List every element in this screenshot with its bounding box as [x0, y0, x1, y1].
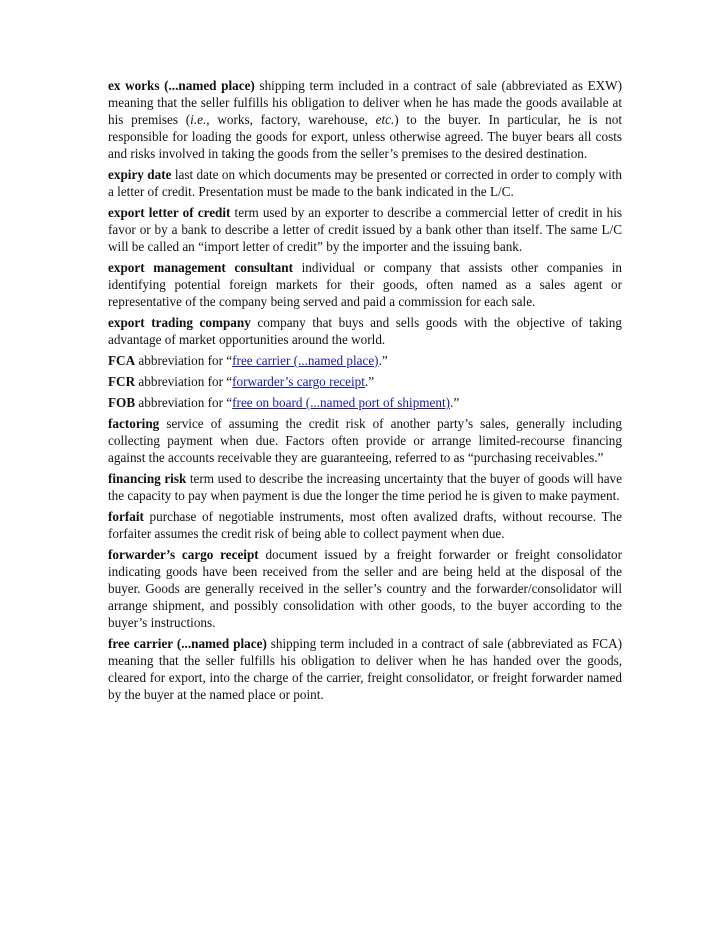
glossary-term: FCR — [108, 374, 136, 389]
definition-text: term used to describe the increasing uncertainty that the buyer of goods will have the capacity to pay when payment is due the longer the time period he is given to make payment. — [108, 471, 623, 503]
glossary-entry-fcr — [108, 373, 622, 390]
glossary-term: expiry date — [108, 167, 172, 182]
definition-text: .” — [364, 374, 375, 389]
glossary-page — [108, 77, 622, 707]
definition-text: service of assuming the credit risk of another party’s sales, generally including collecting payment when due. Factors often provide or arrange limited-recourse financing against the accounts receivable they are guaranteeing, referred to as “purchasing receivables.” — [108, 416, 622, 465]
definition-text: abbreviation for “ — [135, 395, 233, 410]
glossary-term: financing risk — [108, 471, 187, 486]
definition-emphasis: etc. — [375, 112, 395, 127]
glossary-term: export trading company — [108, 315, 251, 330]
glossary-entry-ex-works-named-place — [108, 77, 622, 162]
definition-text: last date on which documents may be presented or corrected in order to comply with a letter of credit. Presentation must be made to the bank indicated in the L/C. — [108, 167, 622, 199]
definition-text: shipping term included in a contract of sale (abbreviated as FCA) meaning that the seller fulfills his obligation to deliver when he has handed over the goods, cleared for export, into the charge of the carrier, freight consolidator, or freight forwarder named by the buyer at the named place or point. — [108, 636, 622, 702]
definition-text: works, factory, warehouse, — [209, 112, 376, 127]
definition-text: term used by an exporter to describe a commercial letter of credit in his favor or by a bank to describe a letter of credit issued by a bank other than itself. The same L/C will be called an “import letter of credit” by the importer and the issuing bank. — [108, 205, 622, 254]
glossary-entry-fob — [108, 394, 622, 411]
cross-reference-link[interactable]: free on board (...named port of shipment) — [232, 395, 451, 410]
glossary-term: forwarder’s cargo receipt — [108, 547, 259, 562]
glossary-term: forfait — [108, 509, 144, 524]
definition-text: abbreviation for “ — [135, 374, 233, 389]
glossary-entries — [108, 77, 622, 703]
glossary-term: free carrier (...named place) — [108, 636, 267, 651]
glossary-term: FCA — [108, 353, 136, 368]
glossary-term: FOB — [108, 395, 136, 410]
definition-emphasis: i.e., — [190, 112, 210, 127]
definition-text: .” — [378, 353, 388, 368]
glossary-entry-expiry-date — [108, 166, 622, 200]
definition-text: .” — [450, 395, 460, 410]
glossary-entry-export-trading-company — [108, 314, 622, 348]
glossary-term: export management consultant — [108, 260, 293, 275]
definition-text: ) to the buyer. In particular, he is not responsible for loading the goods for export, unless otherwise agreed. The buyer bears all costs and risks involved in taking the goods from the seller’s premises to the desired destination. — [108, 112, 622, 161]
glossary-entry-fca — [108, 352, 622, 369]
glossary-entry-factoring — [108, 415, 622, 466]
cross-reference-link[interactable]: free carrier (...named place) — [232, 353, 379, 368]
definition-text: shipping term included in a contract of sale (abbreviated as EXW) meaning that the seller fulfills his obligation to deliver when he has made the goods available at his premises ( — [108, 78, 622, 127]
glossary-entry-free-carrier-named-place — [108, 635, 622, 703]
definition-text: purchase of negotiable instruments, most often avalized drafts, without recourse. The forfaiter assumes the credit risk of being able to collect payment when due. — [108, 509, 622, 541]
glossary-term: export letter of credit — [108, 205, 231, 220]
glossary-entry-export-management-consultant — [108, 259, 622, 310]
glossary-entry-forfait — [108, 508, 622, 542]
glossary-entry-financing-risk — [108, 470, 622, 504]
definition-text: company that buys and sells goods with the objective of taking advantage of market opportunities around the world. — [108, 315, 622, 347]
glossary-term: ex works (...named place) — [108, 78, 255, 93]
definition-text: individual or company that assists other companies in identifying potential foreign markets for their goods, often named as a sales agent or representative of the company being served and paid a commission for each sale. — [108, 260, 622, 309]
glossary-entry-forwarder-s-cargo-receipt — [108, 546, 622, 631]
glossary-term: factoring — [108, 416, 160, 431]
glossary-entry-export-letter-of-credit — [108, 204, 622, 255]
definition-text: abbreviation for “ — [135, 353, 233, 368]
cross-reference-link[interactable]: forwarder’s cargo receipt — [232, 374, 365, 389]
definition-text: document issued by a freight forwarder or freight consolidator indicating goods have been received from the seller and are being held at the disposal of the buyer. Goods are generally received in the seller’s country and the forwarder/consolidator will arrange shipment, and possibly consolidation with other goods, to the buyer according to the buyer’s instructions. — [108, 547, 622, 630]
